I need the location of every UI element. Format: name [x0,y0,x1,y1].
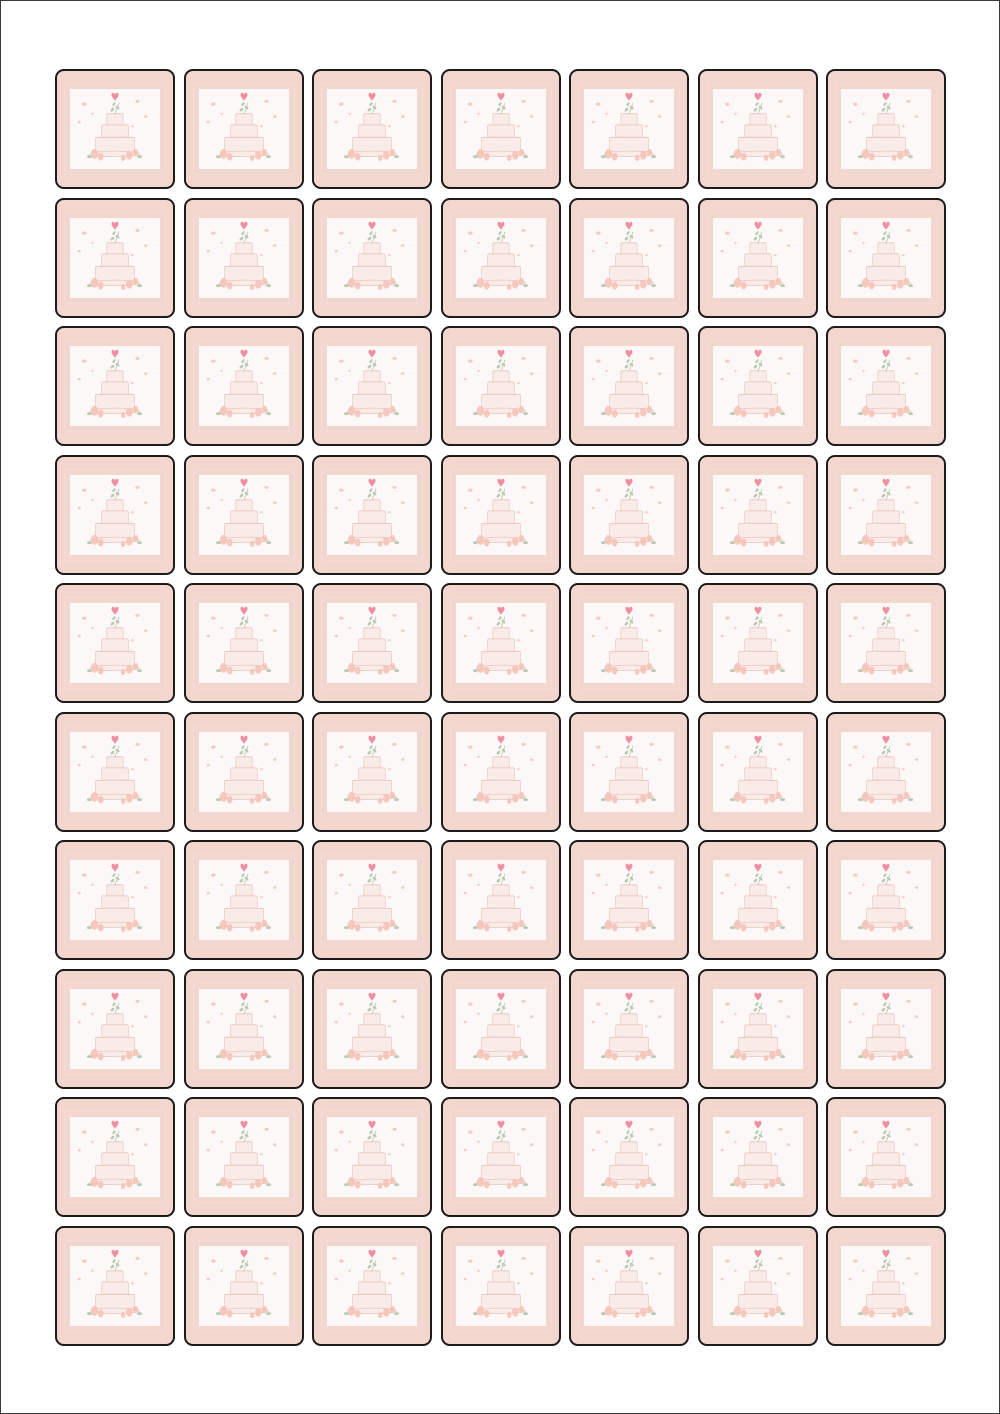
wedding-cake-illustration [584,1246,674,1326]
sticker-tile [569,712,689,832]
wedding-cake-icon [199,1117,289,1197]
wedding-cake-illustration [584,603,674,683]
wedding-cake-icon [584,732,674,812]
sticker-tile [569,583,689,703]
wedding-cake-icon [456,475,546,555]
sticker-tile [312,969,432,1089]
sticker-tile [698,840,818,960]
sticker-tile [441,326,561,446]
wedding-cake-illustration [456,89,546,169]
wedding-cake-icon [70,732,160,812]
wedding-cake-icon [584,89,674,169]
wedding-cake-icon [456,89,546,169]
wedding-cake-icon [327,1117,417,1197]
wedding-cake-illustration [199,1117,289,1197]
wedding-cake-illustration [584,218,674,298]
sticker-tile [312,712,432,832]
wedding-cake-illustration [199,989,289,1069]
sticker-tile [184,583,304,703]
sticker-tile [312,583,432,703]
wedding-cake-illustration [199,860,289,940]
sticker-tile [441,1097,561,1217]
wedding-cake-illustration [327,475,417,555]
sticker-tile [826,198,946,318]
sticker-tile [55,69,175,189]
wedding-cake-icon [199,346,289,426]
sticker-tile [184,840,304,960]
wedding-cake-illustration [327,603,417,683]
sticker-tile [826,583,946,703]
sticker-tile [184,1226,304,1346]
wedding-cake-icon [584,346,674,426]
wedding-cake-icon [841,1246,931,1326]
wedding-cake-illustration [584,860,674,940]
sticker-tile [184,712,304,832]
sticker-tile [55,455,175,575]
sticker-tile [184,455,304,575]
sticker-tile [55,1226,175,1346]
wedding-cake-illustration [841,860,931,940]
wedding-cake-illustration [70,1246,160,1326]
sticker-tile [698,583,818,703]
wedding-cake-icon [456,1246,546,1326]
wedding-cake-icon [70,475,160,555]
wedding-cake-icon [584,860,674,940]
sticker-tile [312,198,432,318]
sticker-tile [312,69,432,189]
wedding-cake-illustration [456,218,546,298]
wedding-cake-illustration [841,1117,931,1197]
sticker-tile [569,969,689,1089]
label-grid [55,69,946,1346]
sticker-tile [184,1097,304,1217]
wedding-cake-illustration [713,218,803,298]
wedding-cake-icon [713,732,803,812]
wedding-cake-icon [713,475,803,555]
wedding-cake-icon [456,732,546,812]
wedding-cake-icon [584,218,674,298]
wedding-cake-icon [713,603,803,683]
sticker-tile [441,1226,561,1346]
sticker-tile [55,326,175,446]
wedding-cake-illustration [713,603,803,683]
sticker-tile [312,1226,432,1346]
wedding-cake-illustration [199,732,289,812]
wedding-cake-icon [456,346,546,426]
sticker-tile [698,455,818,575]
wedding-cake-illustration [456,732,546,812]
wedding-cake-illustration [70,603,160,683]
wedding-cake-illustration [70,346,160,426]
wedding-cake-icon [584,475,674,555]
sticker-tile [569,1097,689,1217]
sticker-tile [826,969,946,1089]
wedding-cake-icon [713,1246,803,1326]
wedding-cake-icon [584,603,674,683]
wedding-cake-icon [327,346,417,426]
wedding-cake-illustration [70,218,160,298]
wedding-cake-icon [456,860,546,940]
sticker-tile [312,1097,432,1217]
wedding-cake-illustration [456,1246,546,1326]
wedding-cake-icon [327,732,417,812]
wedding-cake-illustration [713,346,803,426]
wedding-cake-icon [584,1246,674,1326]
wedding-cake-icon [456,218,546,298]
wedding-cake-illustration [584,346,674,426]
sticker-tile [55,198,175,318]
wedding-cake-icon [70,860,160,940]
sticker-tile [698,969,818,1089]
wedding-cake-illustration [584,1117,674,1197]
wedding-cake-icon [327,475,417,555]
wedding-cake-illustration [70,1117,160,1197]
wedding-cake-icon [199,603,289,683]
sticker-tile [441,583,561,703]
wedding-cake-icon [713,860,803,940]
wedding-cake-illustration [584,89,674,169]
wedding-cake-illustration [456,860,546,940]
wedding-cake-icon [584,1117,674,1197]
sticker-tile [826,1097,946,1217]
sticker-tile [826,1226,946,1346]
sticker-tile [698,198,818,318]
wedding-cake-icon [327,89,417,169]
wedding-cake-illustration [70,989,160,1069]
wedding-cake-illustration [199,475,289,555]
wedding-cake-icon [199,475,289,555]
wedding-cake-illustration [199,346,289,426]
wedding-cake-illustration [70,860,160,940]
wedding-cake-illustration [70,732,160,812]
sticker-tile [698,69,818,189]
wedding-cake-illustration [584,475,674,555]
wedding-cake-icon [199,1246,289,1326]
wedding-cake-illustration [199,1246,289,1326]
wedding-cake-icon [841,218,931,298]
wedding-cake-icon [841,989,931,1069]
wedding-cake-illustration [456,989,546,1069]
wedding-cake-icon [841,346,931,426]
wedding-cake-illustration [327,989,417,1069]
wedding-cake-illustration [327,732,417,812]
wedding-cake-illustration [713,732,803,812]
wedding-cake-icon [841,860,931,940]
wedding-cake-illustration [841,989,931,1069]
sticker-tile [441,969,561,1089]
sticker-tile [184,198,304,318]
wedding-cake-illustration [70,475,160,555]
wedding-cake-icon [199,860,289,940]
wedding-cake-icon [70,218,160,298]
wedding-cake-illustration [199,603,289,683]
wedding-cake-icon [713,218,803,298]
wedding-cake-illustration [199,89,289,169]
wedding-cake-icon [70,989,160,1069]
wedding-cake-icon [841,475,931,555]
wedding-cake-icon [841,603,931,683]
wedding-cake-icon [584,989,674,1069]
wedding-cake-icon [70,89,160,169]
sticker-tile [184,326,304,446]
sticker-tile [698,1226,818,1346]
wedding-cake-illustration [841,732,931,812]
sticker-tile [569,1226,689,1346]
sticker-tile [569,840,689,960]
wedding-cake-icon [713,89,803,169]
wedding-cake-illustration [327,346,417,426]
wedding-cake-icon [456,989,546,1069]
sticker-tile [55,969,175,1089]
wedding-cake-icon [713,346,803,426]
sticker-tile [826,455,946,575]
sticker-tile [698,1097,818,1217]
wedding-cake-icon [327,218,417,298]
wedding-cake-illustration [713,475,803,555]
wedding-cake-illustration [456,1117,546,1197]
wedding-cake-illustration [713,89,803,169]
wedding-cake-illustration [327,1246,417,1326]
wedding-cake-illustration [841,346,931,426]
wedding-cake-illustration [713,860,803,940]
wedding-cake-illustration [713,989,803,1069]
sticker-tile [441,198,561,318]
sticker-tile [569,198,689,318]
sticker-tile [569,69,689,189]
sticker-tile [698,712,818,832]
wedding-cake-illustration [841,475,931,555]
wedding-cake-illustration [456,346,546,426]
wedding-cake-icon [456,1117,546,1197]
wedding-cake-illustration [327,218,417,298]
wedding-cake-icon [199,89,289,169]
wedding-cake-icon [841,89,931,169]
sticker-tile [441,455,561,575]
wedding-cake-icon [327,603,417,683]
sticker-tile [184,969,304,1089]
sticker-tile [312,326,432,446]
sticker-tile [569,455,689,575]
wedding-cake-icon [713,1117,803,1197]
wedding-cake-icon [327,989,417,1069]
wedding-cake-illustration [841,1246,931,1326]
wedding-cake-icon [456,603,546,683]
wedding-cake-illustration [327,1117,417,1197]
wedding-cake-icon [841,1117,931,1197]
sticker-tile [55,583,175,703]
wedding-cake-illustration [841,89,931,169]
sticker-tile [55,1097,175,1217]
wedding-cake-icon [70,603,160,683]
sticker-tile [441,69,561,189]
sticker-tile [184,69,304,189]
wedding-cake-illustration [713,1117,803,1197]
wedding-cake-icon [199,218,289,298]
sticker-tile [441,840,561,960]
sticker-tile [312,455,432,575]
wedding-cake-icon [713,989,803,1069]
wedding-cake-illustration [713,1246,803,1326]
sticker-tile [441,712,561,832]
wedding-cake-illustration [841,218,931,298]
wedding-cake-illustration [327,860,417,940]
sticker-tile [55,840,175,960]
sticker-tile [826,326,946,446]
sticker-tile [826,712,946,832]
sticker-tile [312,840,432,960]
wedding-cake-illustration [584,732,674,812]
sticker-tile [826,69,946,189]
wedding-cake-icon [70,346,160,426]
wedding-cake-illustration [327,89,417,169]
wedding-cake-icon [70,1246,160,1326]
sticker-tile [826,840,946,960]
wedding-cake-illustration [456,603,546,683]
wedding-cake-illustration [841,603,931,683]
wedding-cake-icon [327,860,417,940]
wedding-cake-icon [841,732,931,812]
wedding-cake-icon [70,1117,160,1197]
wedding-cake-illustration [584,989,674,1069]
sticker-tile [698,326,818,446]
sticker-tile [569,326,689,446]
sticker-tile [55,712,175,832]
wedding-cake-illustration [70,89,160,169]
wedding-cake-illustration [456,475,546,555]
wedding-cake-icon [199,989,289,1069]
wedding-cake-icon [199,732,289,812]
wedding-cake-illustration [199,218,289,298]
wedding-cake-icon [327,1246,417,1326]
